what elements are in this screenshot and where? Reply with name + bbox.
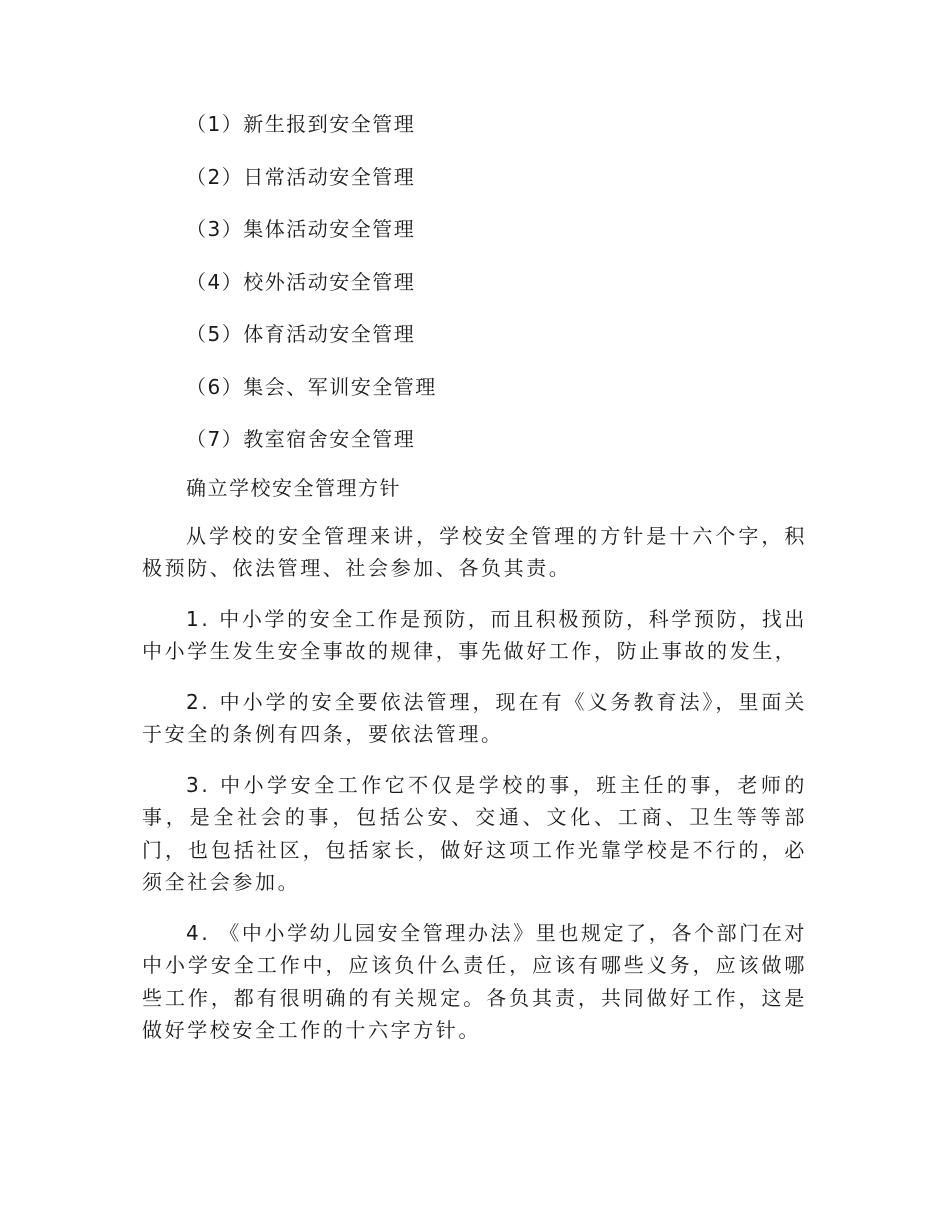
list-item: （3）集体活动安全管理 [186, 217, 416, 241]
point-paragraph-1: 1. 中小学的安全工作是预防，而且积极预防，科学预防，找出中小学生发生安全事故的规律，事先做好工作，防止事故的发生， [142, 606, 807, 663]
intro-paragraph: 从学校的安全管理来讲，学校安全管理的方针是十六个字，积极预防、依法管理、社会参加、各负其责。 [142, 523, 807, 580]
point-paragraph-3: 3. 中小学安全工作它不仅是学校的事，班主任的事，老师的事，是全社会的事，包括公安、交通、文化、工商、卫生等等部门，也包括社区，包括家长，做好这项工作光靠学校是不行的，必须全社会参加。 [142, 772, 807, 894]
point-paragraph-2: 2. 中小学的安全要依法管理，现在有《义务教育法》，里面关于安全的条例有四条，要依法管理。 [142, 689, 807, 746]
document-body [142, 108, 807, 1065]
list-item: （4）校外活动安全管理 [186, 269, 416, 294]
list-item: （7）教室宿舍安全管理 [186, 427, 416, 451]
section-heading: 确立学校安全管理方针 [186, 475, 401, 500]
list-item: （2）日常活动安全管理 [186, 164, 416, 189]
list-item: （6）集会、军训安全管理 [186, 374, 437, 399]
list-item: （5）体育活动安全管理 [186, 322, 416, 346]
point-paragraph-4: 4. 《中小学幼儿园安全管理办法》里也规定了，各个部门在对中小学安全工作中，应该负什么责任，应该有哪些义务，应该做哪些工作，都有很明确的有关规定。各负其责，共同做好工作，这是做好学校安全工作的十六字方针。 [142, 920, 807, 1042]
list-item: （1）新生报到安全管理 [186, 112, 416, 136]
